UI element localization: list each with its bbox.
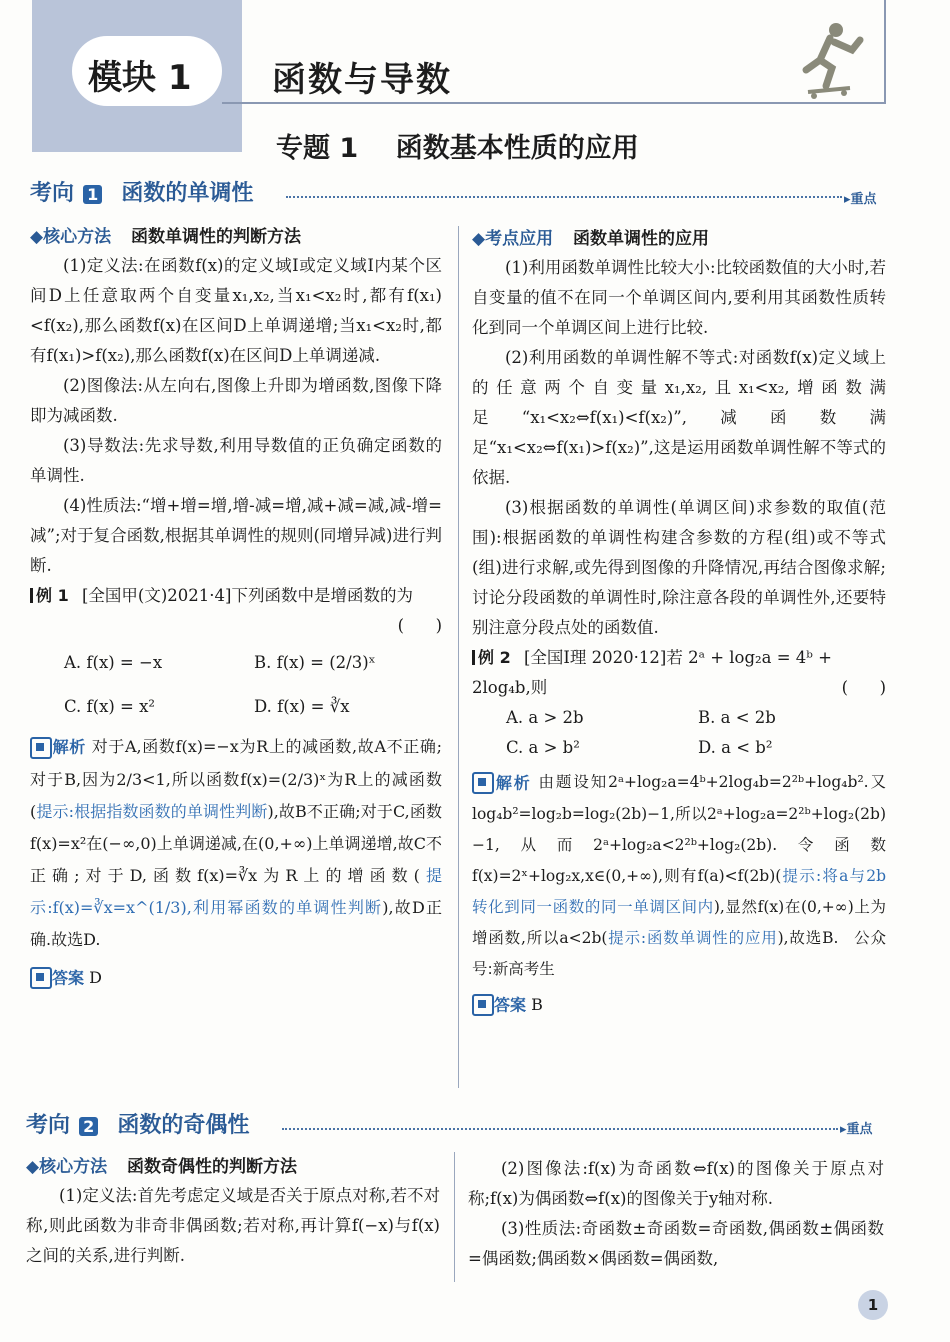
section1-heading (30, 176, 890, 204)
section1-title: 函数的单调性 (121, 181, 254, 206)
s1-opt-b: B. f(x) = (2/3)ˣ (254, 653, 376, 672)
s2-opt-c: C. a > b² (506, 738, 580, 757)
s2-jx-3: ),故选B. (777, 928, 839, 947)
section2-tag-text: 重点 (846, 1122, 873, 1137)
section2-heading (26, 1108, 886, 1136)
s1-right-p2: (2)利用函数的单调性解不等式:对函数f(x)定义域上的任意两个自变量x₁,x₂,且x₁<x₂,增函数满足“x₁<x₂⇔f(x₁)<f(x₂)”,减函数满足“x₁<x₂⇔f(x₁)>f(x₂)”,这是运用函数单调性解不等式的依据. (472, 348, 886, 487)
s1-right-column (472, 224, 886, 1021)
s1-example-label: 例 1 (30, 586, 69, 605)
module-title: 函数与导数 (272, 60, 452, 100)
s1-jx-hint2: 提示:f(x)=∛x=x^(1/3),利用幂函数的单调性判断 (30, 865, 442, 917)
module-label: 模块 1 (88, 58, 192, 98)
s1-opt-a: A. f(x) = −x (64, 653, 163, 672)
s1-options (30, 641, 442, 729)
s2-right-p3: (3)性质法:奇函数±奇函数=奇函数,偶函数±偶函数=偶函数;偶函数×偶函数=偶函数, (468, 1219, 884, 1268)
s2-example-paren: ( ) (841, 678, 886, 697)
s2-jx-2: ),显然f(x)在(0,+∞)上为增函数,所以a<2b( (472, 897, 886, 947)
s1-ans: D (89, 967, 102, 987)
s1-right-p1: (1)利用函数单调性比较大小:比较函数值的大小时,若自变量的值不在同一个单调区间内,要利用其函数性质转化到同一个单调区间上进行比较. (472, 258, 886, 337)
s2-example-label: 例 2 (472, 648, 511, 667)
s1-solution (30, 731, 442, 956)
s2-jx-hint2: 提示:函数单调性的应用 (607, 928, 778, 947)
s2-jx-label: 解析 (494, 773, 532, 793)
header-rule-right (884, 0, 886, 104)
s2-jx-hint1: 提示:将a与2b转化到同一函数的同一单调区间内 (472, 866, 886, 916)
s2-left-method-title: 函数奇偶性的判断方法 (127, 1157, 297, 1177)
watermark: 公众号:新高考生 (472, 928, 886, 978)
section1-label: 考向 (30, 181, 75, 206)
s2-answer (472, 989, 886, 1022)
s1-jx-hint1: 提示:根据指数函数的单调性判断 (36, 801, 268, 821)
topic-title: 专题 1 函数基本性质的应用 (276, 133, 639, 164)
answer-icon (30, 967, 52, 989)
s1-jx-2: ),故B不正确;对于C,函数f(x)=x²在(−∞,0)上单调递减,在(0,+∞)上单调递增,故C不正确;对于D,函数f(x)=∛x为R上的增函数( (30, 801, 442, 885)
s2-opt-b: B. a < 2b (698, 708, 776, 727)
s1-example (30, 581, 442, 641)
section1-tag-text: 重点 (850, 192, 877, 207)
s2-left-subhead (26, 1152, 440, 1177)
section1-num: 1 (83, 185, 102, 204)
skater-icon (790, 20, 870, 100)
header-rule (222, 102, 884, 104)
s1-left-subhead (30, 222, 442, 247)
s1-left-p4: (4)性质法:“增+增=增,增-减=增,减+减=减,减-增=减”;对于复合函数,根据其单调性的规则(同增异减)进行判断. (30, 496, 442, 575)
s2-ans-label: 答案 (494, 995, 527, 1014)
s1-right-method-title: 函数单调性的应用 (573, 229, 709, 249)
page-number-badge (858, 1290, 888, 1320)
analysis-icon (30, 737, 52, 759)
s2-opt-d: D. a < b² (698, 738, 773, 757)
s1-answer (30, 962, 442, 995)
s2-solution (472, 767, 886, 985)
section2-dots (282, 1128, 838, 1130)
section2-tag: ▸重点 (840, 1122, 873, 1137)
s2-options (472, 703, 886, 763)
s1-right-subhead (472, 224, 886, 249)
s1-left-p2: (2)图像法:从左向右,图像上升即为增函数,图像下降即为减函数. (30, 376, 442, 425)
s1-jx-1: 对于A,函数f(x)=−x为R上的减函数,故A不正确;对于B,因为2/3<1,所以函数f(x)=(2/3)ˣ为R上的减函数( (30, 737, 442, 821)
s1-left-p3: (3)导数法:先求导数,利用导数值的正负确定函数的单调性. (30, 436, 442, 485)
section1-dots (286, 196, 842, 198)
s2-right-column (468, 1154, 884, 1274)
s1-left-column (30, 222, 442, 994)
column-divider-2 (454, 1152, 455, 1282)
s2-right-p2: (2)图像法:f(x)为奇函数⇔f(x)的图像关于原点对称;f(x)为偶函数⇔f(x)的图像关于y轴对称. (468, 1159, 884, 1208)
section1-tag: ▸重点 (844, 192, 877, 207)
s1-opt-d: D. f(x) = ∛x (254, 697, 350, 716)
s1-jx-label: 解析 (52, 737, 86, 757)
s2-ans: B (531, 994, 543, 1014)
s1-left-p1: (1)定义法:在函数f(x)的定义域I或定义域I内某个区间D上任意取两个自变量x₁,x₂,当x₁<x₂时,都有f(x₁)<f(x₂),那么函数f(x)在区间D上单调递增;当x₁<x₂时,都有f(x₁)>f(x₂),那么函数f(x)在区间D上单调递减. (30, 256, 442, 365)
s2-left-p1: (1)定义法:首先考虑定义域是否关于原点对称,若不对称,则此函数为非奇非偶函数;若对称,再计算f(−x)与f(x)之间的关系,进行判断. (26, 1186, 440, 1265)
section2-title: 函数的奇偶性 (117, 1113, 250, 1138)
s2-left-method-label: ◆核心方法 (26, 1157, 108, 1177)
s1-jx-3: ),故D正确.故选D. (30, 897, 442, 949)
column-divider-1 (458, 226, 459, 1088)
section2-label: 考向 (26, 1113, 71, 1138)
s1-example-paren: ( ) (397, 616, 442, 635)
s1-right-method-label: ◆考点应用 (472, 229, 554, 249)
s1-right-p3: (3)根据函数的单调性(单调区间)求参数的取值(范围):根据函数的单调性构建含参数的方程(组)或不等式(组)进行求解,或先得到图像的升降情况,再结合图像求解;讨论分段函数的单调性时,除注意各段的单调性外,还要特别注意分段点处的函数值. (472, 498, 886, 637)
s1-ans-label: 答案 (52, 968, 85, 987)
page-number: 1 (867, 1296, 879, 1314)
s1-example-text: [全国甲(文)2021·4]下列函数中是增函数的为 (81, 586, 413, 605)
s2-example (472, 643, 886, 703)
section2-num: 2 (79, 1117, 98, 1136)
s2-left-column (26, 1152, 440, 1271)
s2-jx-1: 由题设知2ᵃ+log₂a=4ᵇ+2log₄b=2²ᵇ+log₄b².又log₄b²=log₂b=log₂(2b)−1,所以2ᵃ+log₂a=2²ᵇ+log₂(2b)−1,从而2ᵃ+log₂a<2²ᵇ+log₂(2b).令函数f(x)=2ˣ+log₂x,x∈(0,+∞),则有f(a)<f(2b)( (472, 773, 886, 885)
s2-example-text: [全国Ⅰ理 2020·12]若 2ᵃ + log₂a = 4ᵇ + 2log₄b,则 (472, 648, 832, 697)
s1-left-method-title: 函数单调性的判断方法 (131, 227, 301, 247)
s1-opt-c: C. f(x) = x² (64, 697, 156, 716)
s1-left-method-label: ◆核心方法 (30, 227, 112, 247)
analysis-icon-2 (472, 772, 494, 794)
answer-icon-2 (472, 994, 494, 1016)
s2-opt-a: A. a > 2b (506, 708, 584, 727)
